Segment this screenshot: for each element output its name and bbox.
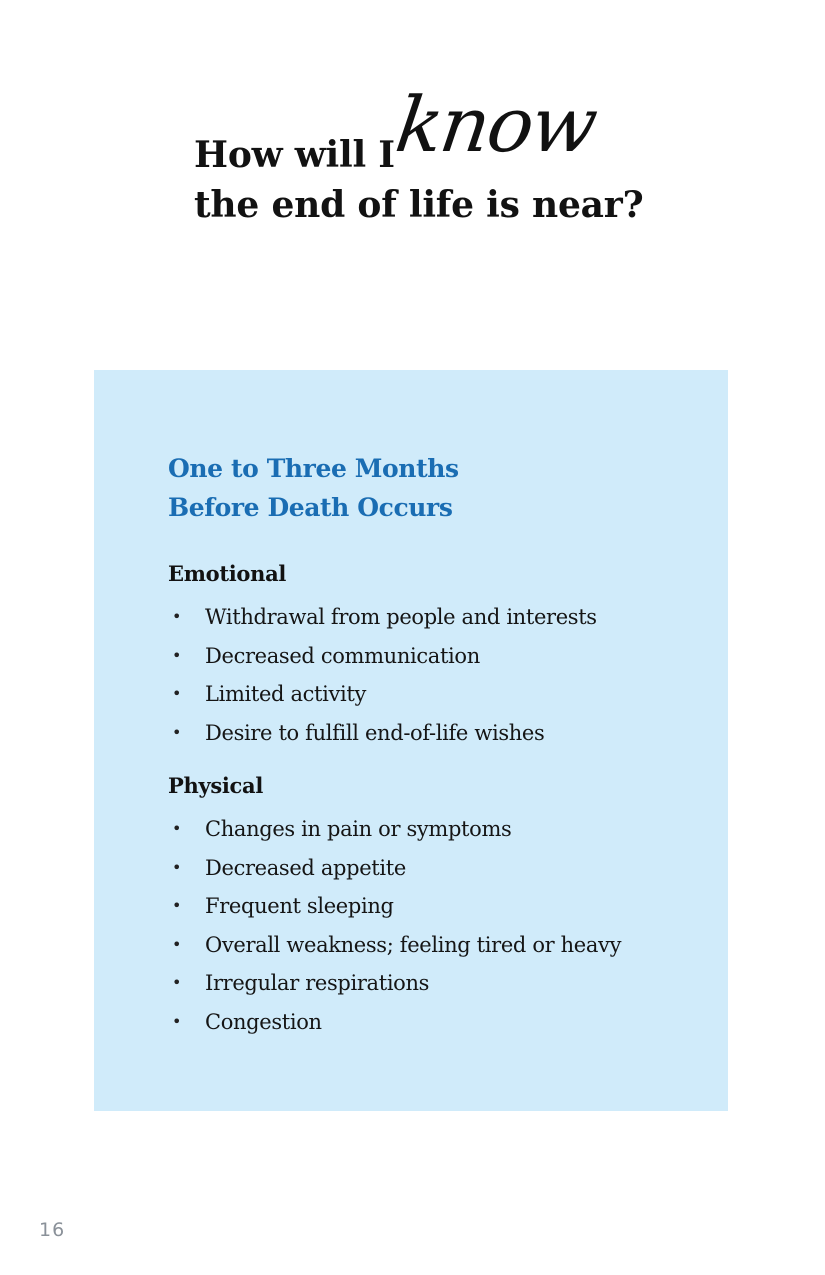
list-item-text: Irregular respirations — [205, 971, 430, 996]
physical-list — [168, 810, 621, 1042]
bullet-icon: • — [172, 645, 182, 665]
list-item — [168, 714, 597, 753]
bullet-icon: • — [172, 1011, 182, 1031]
bullet-icon: • — [172, 684, 182, 704]
bullet-icon: • — [172, 607, 182, 626]
list-item-text: Decreased appetite — [205, 855, 406, 880]
page-number: 16 — [39, 1219, 66, 1241]
list-item — [168, 849, 621, 888]
group-heading-physical: Physical — [168, 773, 264, 798]
list-item — [168, 810, 621, 849]
list-item — [168, 1003, 621, 1042]
section-heading-line-1: One to Three Months — [168, 454, 459, 483]
list-item-text: Withdrawal from people and interests — [205, 605, 597, 629]
list-item — [168, 637, 597, 676]
list-item — [168, 598, 597, 637]
list-item — [168, 887, 621, 926]
section-heading — [168, 449, 459, 527]
list-item-text: Decreased communication — [205, 643, 480, 668]
physical-group — [168, 772, 621, 1042]
page-title — [194, 80, 754, 226]
emotional-group — [168, 560, 597, 752]
title-script-word: know — [390, 80, 602, 169]
bullet-icon: • — [172, 934, 182, 954]
bullet-icon: • — [172, 896, 182, 916]
bullet-icon: • — [172, 857, 182, 877]
list-item-text: Desire to fulfill end-of-life wishes — [205, 720, 545, 745]
list-item — [168, 964, 621, 1003]
list-item — [168, 675, 597, 714]
title-line-1 — [194, 80, 754, 176]
list-item-text: Limited activity — [205, 682, 366, 707]
list-item-text: Changes in pain or symptoms — [205, 817, 512, 841]
list-item-text: Congestion — [205, 1009, 322, 1034]
title-lead-text: How will I — [194, 134, 395, 176]
emotional-list — [168, 598, 597, 752]
bullet-icon: • — [172, 819, 182, 838]
list-item-text: Frequent sleeping — [205, 894, 394, 919]
bullet-icon: • — [172, 722, 182, 742]
title-line-2: the end of life is near? — [194, 184, 644, 226]
list-item-text: Overall weakness; feeling tired or heavy — [205, 932, 622, 957]
bullet-icon: • — [172, 973, 182, 993]
list-item — [168, 926, 621, 965]
info-panel — [94, 370, 728, 1111]
section-heading-line-2: Before Death Occurs — [168, 493, 453, 522]
group-heading-emotional: Emotional — [168, 561, 287, 586]
